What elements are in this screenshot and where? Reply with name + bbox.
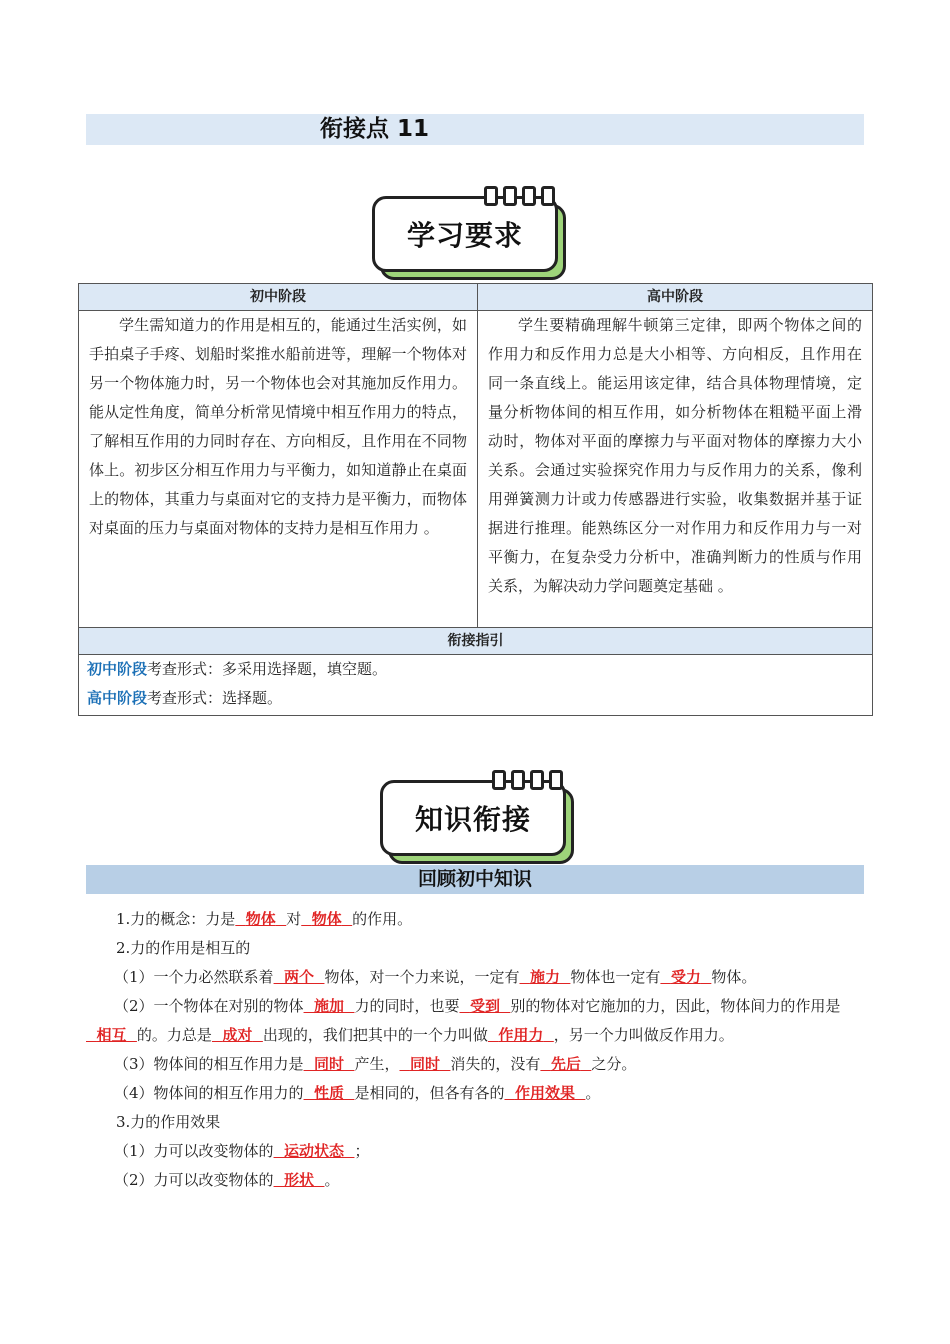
guide-header: 衔接指引 [79, 628, 873, 655]
binder-rings-icon [484, 186, 555, 206]
guide-junior-label: 初中阶段 [87, 660, 148, 678]
guide-junior-text: 考查形式：多采用选择题，填空题。 [147, 660, 388, 678]
answer-blank: 同时 [314, 1055, 345, 1073]
knowledge-content [86, 905, 864, 1195]
junior-cell [79, 311, 478, 628]
answer-blank: 作用效果 [514, 1084, 575, 1102]
answer-blank: 施加 [314, 997, 345, 1015]
requirements-table [78, 283, 873, 716]
line-item-4: （4）物体间的相互作用力的 性质 是相同的，但各有各的 作用效果 。 [114, 1084, 601, 1102]
line-item-1: （1）一个力必然联系着 两个 物体，对一个力来说，一定有 施力 物体也一定有 受力 物体。 [114, 968, 757, 986]
title-bar [86, 114, 864, 145]
answer-blank: 形状 [284, 1171, 315, 1189]
answer-blank: 作用力 [498, 1026, 544, 1044]
answer-blank: 两个 [284, 968, 315, 986]
line-item-3: （3）物体间的相互作用力是 同时 产生， 同时 消失的，没有 先后 之分。 [114, 1055, 637, 1073]
badge-label: 学习要求 [372, 196, 558, 272]
guide-junior [87, 655, 864, 684]
guide-senior-label: 高中阶段 [87, 689, 148, 707]
answer-blank: 施力 [529, 968, 560, 986]
line-mutual: 2.力的作用是相互的 [116, 939, 251, 957]
line-effect-2: （2）力可以改变物体的 形状 。 [114, 1171, 340, 1189]
badge-label: 知识衔接 [380, 780, 566, 856]
line-force-concept: 1.力的概念：力是 物体 对 物体 的作用。 [116, 910, 413, 928]
line-item-2: （2）一个物体在对别的物体 施加 力的同时，也要 受到 别的物体对它施加的力，因此，物体间力的作用是 相互 的。力总是 成对 出现的，我们把其中的一个力叫做 作用力 ，另一个力叫做反作用力。 [86, 992, 864, 1050]
binder-rings-icon [492, 770, 563, 790]
line-effect-1: （1）力可以改变物体的 运动状态 ； [114, 1142, 370, 1160]
answer-blank: 物体 [245, 910, 276, 928]
answer-blank: 相互 [96, 1026, 127, 1044]
senior-cell [478, 311, 873, 628]
answer-blank: 同时 [409, 1055, 440, 1073]
guide-cell [79, 655, 873, 716]
answer-blank: 运动状态 [284, 1142, 345, 1160]
col-header-junior: 初中阶段 [79, 284, 478, 311]
guide-senior-text: 考查形式：选择题。 [147, 689, 283, 707]
line-effects: 3.力的作用效果 [116, 1113, 221, 1131]
col-header-senior: 高中阶段 [478, 284, 873, 311]
knowledge-badge [380, 776, 580, 866]
learning-badge [372, 192, 572, 282]
answer-blank: 性质 [314, 1084, 345, 1102]
junior-text: 学生需知道力的作用是相互的，能通过生活实例，如手拍桌子手疼、划船时桨推水船前进等，理解一个物体对另一个物体施力时，另一个物体也会对其施加反作用力。能从定性角度，简单分析常见情境中相互作用力的特点，了解相互作用的力同时存在、方向相反，且作用在不同物体上。初步区分相互作用力与平衡力，如知道静止在桌面上的物体，其重力与桌面对它的支持力是平衡力，而物体对桌面的压力与桌面对物体的支持力是相互作用力 。 [89, 316, 467, 537]
answer-blank: 受到 [469, 997, 500, 1015]
page-title: 衔接点 11 [320, 116, 430, 142]
answer-blank: 受力 [670, 968, 701, 986]
guide-senior [87, 684, 864, 713]
answer-blank: 成对 [222, 1026, 253, 1044]
review-section-title: 回顾初中知识 [86, 865, 864, 894]
answer-blank: 物体 [311, 910, 342, 928]
answer-blank: 先后 [550, 1055, 581, 1073]
senior-text: 学生要精确理解牛顿第三定律，即两个物体之间的作用力和反作用力总是大小相等、方向相反，且作用在同一条直线上。能运用该定律，结合具体物理情境，定量分析物体间的相互作用，如分析物体在粗糙平面上滑动时，物体对平面的摩擦力与平面对物体的摩擦力大小关系。会通过实验探究作用力与反作用力的关系，像利用弹簧测力计或力传感器进行实验，收集数据并基于证据进行推理。能熟练区分一对作用力和反作用力与一对平衡力，在复杂受力分析中，准确判断力的性质与作用关系，为解决动力学问题奠定基础 。 [488, 316, 862, 595]
